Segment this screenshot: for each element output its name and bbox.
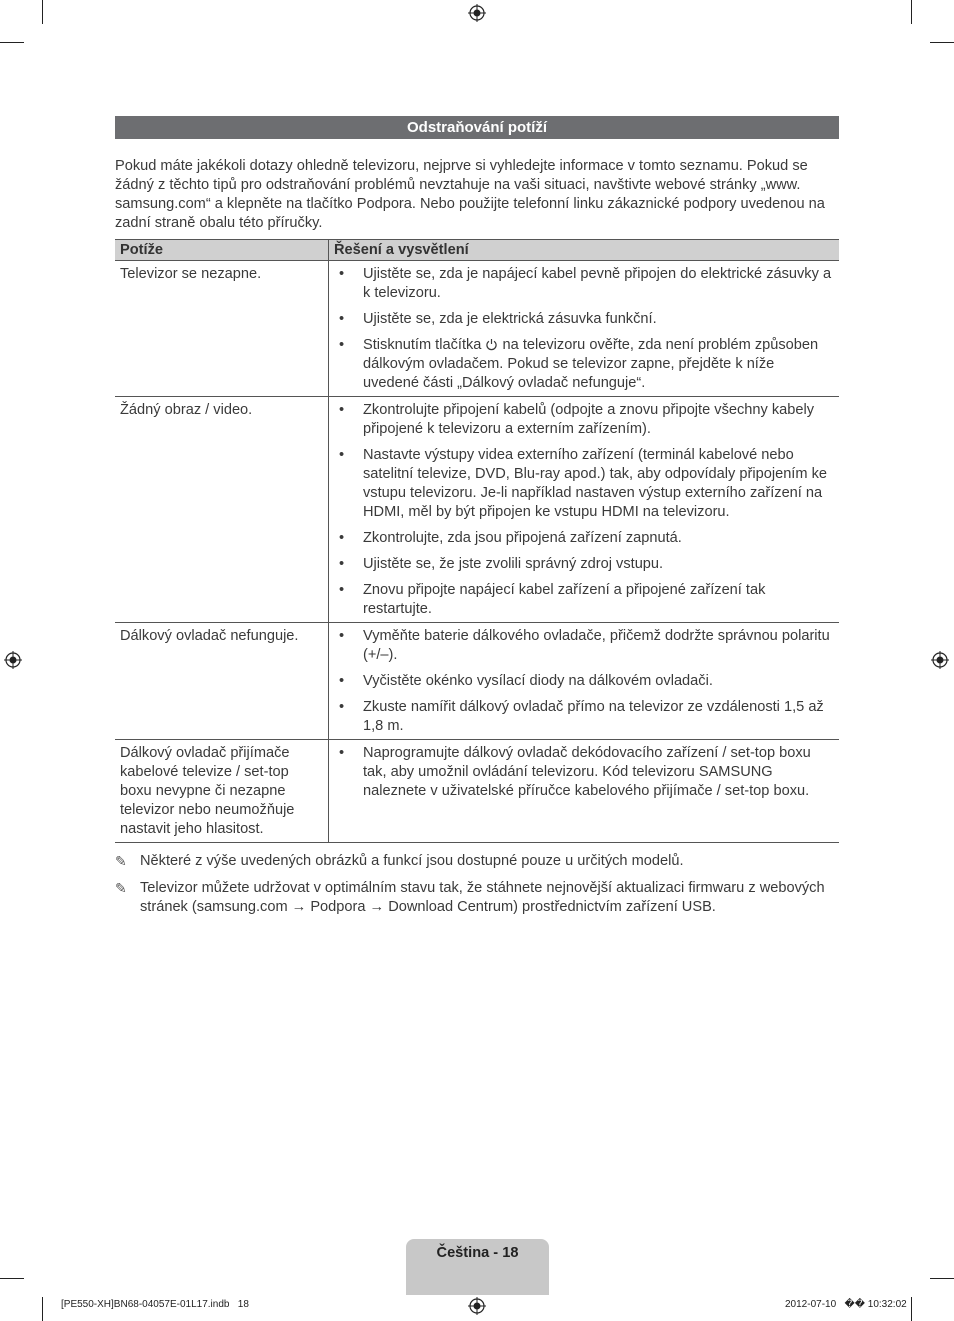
notes-section [115,852,845,925]
crop-mark [42,0,43,24]
print-slug-filename: [PE550-XH]BN68-04057E-01L17.indb 18 [61,1299,249,1310]
registration-mark-icon [468,4,486,22]
solution-item: • Vyměňte baterie dálkového ovladače, přičemž dodržte správnou polaritu (+/–). [358,627,834,665]
pencil-note-icon: ✎ [115,880,127,896]
solution-item: • Vyčistěte okénko vysílací diody na dálkovém ovladači. [358,672,834,691]
table-row [115,397,839,623]
problem-cell: Dálkový ovladač nefunguje. [115,623,329,740]
pencil-note-icon: ✎ [115,853,127,869]
note-text: Televizor můžete udržovat v optimálním stavu tak, že stáhnete nejnovější aktualizaci firmwaru z webových stránek (samsung.com → Podpora → Download Centrum) prostřednictvím zařízení USB. [140,880,825,915]
problem-cell: Žádný obraz / video. [115,397,329,623]
solution-item: • Znovu připojte napájecí kabel zařízení a připojené zařízení tak restartujte. [358,581,834,619]
solution-item: • Nastavte výstupy videa externího zařízení (terminál kabelové nebo satelitní televize, DVD, Blu-ray apod.) tak, aby odpovídaly připojením ke vstupu televizoru. Je-li například nastaven výstup externího zařízení na HDMI, měl by být připojen ke vstupu HDMI na televizoru. [358,446,834,522]
crop-mark [0,1278,24,1279]
problem-cell: Televizor se nezapne. [115,261,329,397]
solution-cell [329,261,840,397]
solution-cell [329,623,840,740]
solution-item: • Naprogramujte dálkový ovladač dekódovacího zařízení / set-top boxu tak, aby umožnil ovládání televizoru. Kód televizoru SAMSUNG naleznete v uživatelské příručce kabelového přijímače / set-top boxu. [358,744,834,801]
solution-list [334,627,834,736]
solution-item: • Ujistěte se, že jste zvolili správný zdroj vstupu. [358,555,834,574]
intro-paragraph: Pokud máte jakékoli dotazy ohledně televizoru, nejprve si vyhledejte informace v tomto seznamu. Pokud se žádný z těchto tipů pro odstraňování problémů nevztahuje na vaši situaci, navštivte webové stránky „www. samsung.com“ a klepněte na tlačítko Podpora. Nebo použijte telefonní linku zákaznické podpory uvedenou na zadní straně obalu této příručky. [115,158,825,231]
note-text: Některé z výše uvedených obrázků a funkcí jsou dostupné pouze u určitých modelů. [140,853,684,869]
crop-mark [930,1278,954,1279]
solution-item: • Zkuste namířit dálkový ovladač přímo na televizor ze vzdálenosti 1,5 až 1,8 m. [358,698,834,736]
registration-mark-icon [931,651,949,669]
solution-cell [329,740,840,843]
solution-item: • Zkontrolujte připojení kabelů (odpojte a znovu připojte všechny kabely připojené k televizoru a externím zařízením). [358,401,834,439]
section-title: Odstraňování potíží [115,116,839,139]
table-row [115,740,839,843]
registration-mark-icon [468,1297,486,1315]
table-header-row [115,240,839,261]
print-slug-timestamp: 2012-07-10 �� 10:32:02 [785,1299,907,1310]
note-item [115,852,845,871]
solution-text: na televizoru ověřte, zda není problém způsoben dálkovým ovladačem. Pokud se televizor zapne, přejděte k níže uvedené části „Dálkový ovladač nefunguje“. [363,337,819,391]
table-row [115,261,839,397]
troubleshooting-table [115,239,839,843]
note-item [115,879,845,917]
crop-mark [0,42,24,43]
solution-text: Stisknutím tlačítka [363,337,482,353]
table-row [115,623,839,740]
crop-mark [911,1297,912,1321]
solution-list [334,744,834,801]
crop-mark [930,42,954,43]
solution-list [334,265,834,393]
solution-item: • Ujistěte se, zda je napájecí kabel pevně připojen do elektrické zásuvky a k televizoru. [358,265,834,303]
column-header-problem: Potíže [115,240,329,261]
solution-cell [329,397,840,623]
crop-mark [42,1297,43,1321]
solution-item: • Zkontrolujte, zda jsou připojená zařízení zapnutá. [358,529,834,548]
column-header-solution: Řešení a vysvětlení [329,240,840,261]
problem-cell: Dálkový ovladač přijímače kabelové televize / set-top boxu nevypne či nezapne televizor nebo neumožňuje nastavit jeho hlasitost. [115,740,329,843]
power-button-icon [485,338,498,351]
solution-item [358,336,834,393]
page-number-label: Čeština - 18 [436,1245,519,1261]
solution-list [334,401,834,619]
crop-mark [911,0,912,24]
registration-mark-icon [4,651,22,669]
solution-item: • Ujistěte se, zda je elektrická zásuvka funkční. [358,310,834,329]
